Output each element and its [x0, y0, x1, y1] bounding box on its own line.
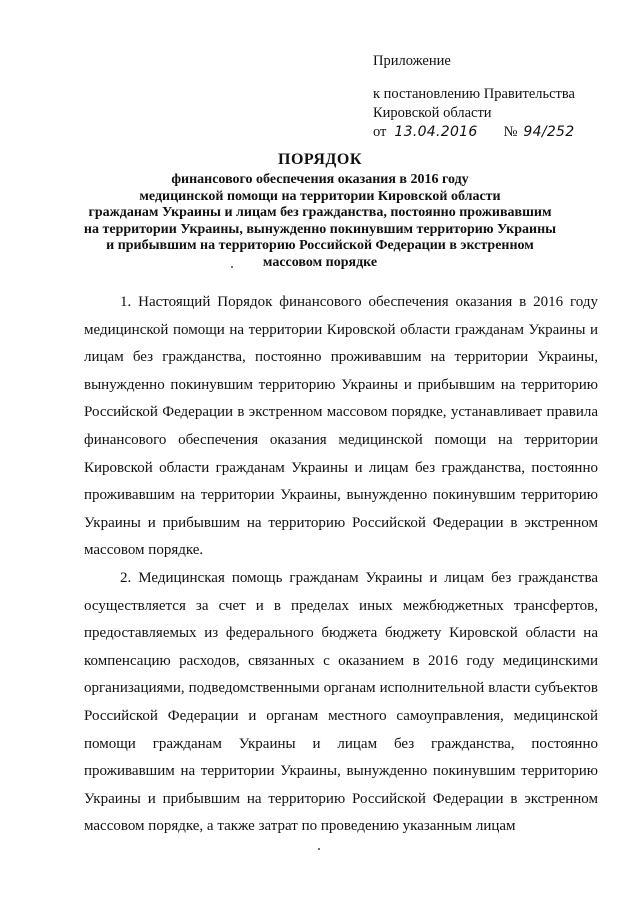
paragraph-2: 2. Медицинская помощь гражданам Украины и лицам без гражданства осуществляется за счет и в пределах иных межбюджетных трансфертов, предоставляемых из федерального бюджета бюджету Кировской области на компенсацию расходов, связанных с оказанием в 2016 году медицинскими организациями, подведомственными органам исполнительной власти субъектов Российской Федерации и органам местного самоуправления, медицинской помощи гражданам Украины и лицам без гражданства, постоянно проживавшим на территории Украины, вынужденно покинувшим территорию Украины и прибывшим на территорию Российской Федерации в экстренном массовом порядке, а также затрат по проведению указанным лицам: [84, 569, 598, 835]
document-title-block: [70, 150, 570, 271]
appendix-title: Приложение: [373, 53, 451, 69]
subtitle-line: на территории Украины, вынужденно покинувшим территорию Украины: [83, 221, 557, 237]
document-subtitle: [70, 172, 570, 271]
appendix-resolution-text: к постановлению Правительства: [373, 86, 575, 102]
document-title: ПОРЯДОК: [278, 151, 362, 168]
handwritten-date: 13.04.2016: [394, 124, 478, 140]
subtitle-line: гражданам Украины и лицам без гражданства, постоянно проживавшим: [88, 205, 552, 220]
appendix-region: Кировской области: [373, 105, 492, 121]
date-prefix: от: [373, 124, 387, 140]
document-body: [84, 289, 598, 841]
subtitle-line: финансового обеспечения оказания в 2016 году: [171, 172, 469, 187]
appendix-date-line: [373, 123, 605, 142]
handwritten-number: 94/252: [523, 124, 575, 140]
appendix-resolution-line: [373, 85, 605, 104]
subtitle-line: и прибывшим на территорию Российской Федерации в экстренном: [106, 238, 534, 253]
paragraph-1: 1. Настоящий Порядок финансового обеспечения оказания в 2016 году медицинской помощи на территории Кировской области гражданам Украины и лицам без гражданства, постоянно проживавшим на территории Украины, вынужденно покинувшим территорию Украины и прибывшим на территорию Российской Федерации в экстренном массовом порядке, устанавливает правила финансового обеспечения оказания медицинской помощи на территории Кировской области гражданам Украины и лицам без гражданства, постоянно проживавшим на территории Украины, вынужденно покинувшим территорию Украины и прибывшим на территорию Российской Федерации в экстренном массовом порядке.: [84, 294, 598, 559]
subtitle-line: массовом порядке: [262, 254, 378, 270]
subtitle-line: медицинской помощи на территории Кировской области: [139, 188, 501, 204]
scan-speck: [318, 848, 320, 850]
appendix-header: [373, 52, 605, 142]
scan-speck: [231, 266, 233, 268]
number-label: №: [503, 124, 518, 140]
